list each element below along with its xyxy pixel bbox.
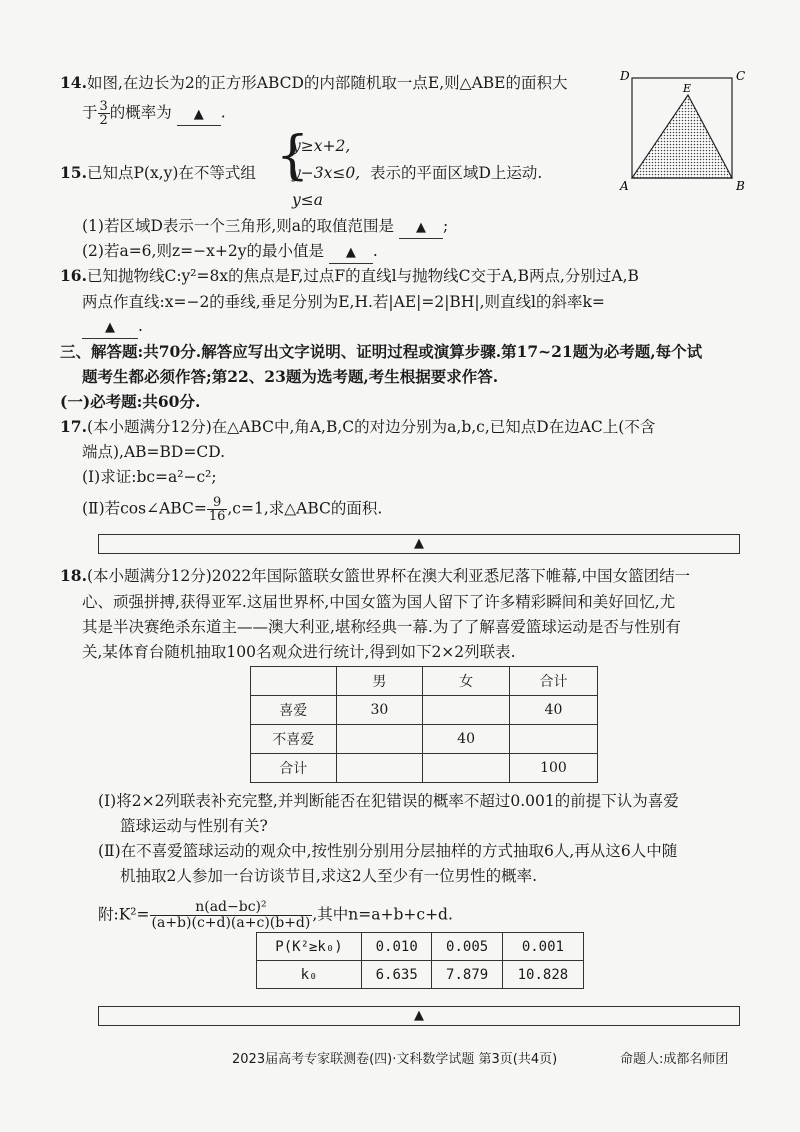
q17-part1: (Ⅰ)求证:bc=a²−c²;	[82, 468, 217, 486]
table-cell: 7.879	[432, 961, 502, 989]
footer-author: 命题人:成都名师团	[620, 1052, 729, 1067]
section3-sub: (一)必考题:共60分.	[60, 392, 201, 411]
q18-line4: 关,某体育台随机抽取100名观众进行统计,得到如下2×2列联表.	[82, 643, 516, 661]
table-cell: 喜爱	[251, 696, 337, 725]
table-cell: 6.635	[362, 961, 432, 989]
table-cell: 30	[336, 696, 423, 725]
table-cell: 10.828	[502, 961, 583, 989]
label-b: B	[736, 179, 745, 193]
q15-tail: 表示的平面区域D上运动.	[370, 164, 543, 182]
table-cell: k₀	[257, 961, 362, 989]
table-cell: 合计	[509, 667, 597, 696]
table-row	[257, 933, 584, 961]
table-row	[251, 754, 598, 783]
q18-line1: 18.(本小题满分12分)2022年国际篮联女篮世界杯在澳大利亚悉尼落下帷幕,中国女篮团结一	[60, 566, 691, 585]
table-row	[257, 961, 584, 989]
table-cell: 40	[509, 696, 597, 725]
q17-fraction: $\frac{9}{16}$	[208, 495, 226, 524]
table-cell	[251, 667, 337, 696]
q14-fraction: $\frac{3}{2}$	[99, 99, 108, 128]
q18-answer-box[interactable]	[98, 1006, 740, 1026]
q18-part2a: (Ⅱ)在不喜爱篮球运动的观众中,按性别分别用分层抽样的方式抽取6人,再从这6人中随	[98, 842, 678, 860]
table-cell: P(K²≥k₀)	[257, 933, 362, 961]
table-cell: 0.001	[502, 933, 583, 961]
q16-line1: 16.已知抛物线C:y²=8x的焦点是F,过点F的直线l与抛物线C交于A,B两点,分别过A,B	[60, 266, 639, 285]
k2-fraction: $\frac{\text{n(ad−bc)²}}{(a+b)(c+d)(a+c)(b+d)}$	[151, 899, 311, 931]
table-row	[251, 696, 598, 725]
label-e: E	[683, 82, 692, 95]
brace: {	[276, 126, 310, 186]
table-cell: 40	[423, 725, 510, 754]
table-cell: 合计	[251, 754, 337, 783]
table-cell: 男	[336, 667, 423, 696]
triangle-abe	[632, 95, 732, 178]
answer-mark-icon: ▲	[414, 1008, 424, 1023]
q18-formula: 附:K²= $\frac{\text{n(ad−bc)²}}{(a+b)(c+d)(a+c)(b+d)}$ ,其中n=a+b+c+d.	[98, 899, 453, 931]
table-cell	[336, 725, 423, 754]
square-figure	[612, 68, 748, 194]
q18-line3: 其是半决赛绝杀东道主——澳大利亚,堪称经典一幕.为了了解喜爱篮球运动是否与性别有	[82, 618, 681, 636]
section3-heading-cont: 题考生都必须作答;第22、23题为选考题,考生根据要求作答.	[82, 367, 499, 386]
critical-value-table	[256, 932, 584, 989]
answer-mark-icon: ▲	[193, 106, 204, 122]
q15-lead: 15.已知点P(x,y)在不等式组	[60, 163, 256, 182]
table-cell: 女	[423, 667, 510, 696]
q16-line3: ▲ .	[82, 316, 143, 339]
q14-line2: 于 $\frac{3}{2}$ 的概率为 ▲ .	[82, 99, 226, 128]
table-cell	[336, 754, 423, 783]
section3-heading: 三、解答题:共70分.解答应写出文字说明、证明过程或演算步骤.第17~21题为必考题,每个试	[60, 342, 703, 361]
q16-line2: 两点作直线:x=−2的垂线,垂足分别为E,H.若|AE|=2|BH|,则直线l的斜率k=	[82, 293, 605, 311]
q18-part1a: (Ⅰ)将2×2列联表补充完整,并判断能否在犯错误的概率不超过0.001的前提下认为喜爱	[98, 792, 679, 810]
table-cell	[509, 725, 597, 754]
label-d: D	[620, 69, 630, 83]
table-row	[251, 725, 598, 754]
q18-line2: 心、顽强拼搏,获得亚军.这届世界杯,中国女篮为国人留下了许多精彩瞬间和美好回忆,尤	[82, 593, 676, 611]
table-cell: 0.010	[362, 933, 432, 961]
answer-mark-icon: ▲	[416, 220, 426, 235]
table-cell	[423, 754, 510, 783]
q15-cond2: y−3x≤0,	[292, 164, 361, 182]
q15-cond3: y≤a	[292, 191, 323, 209]
q15-sub1: (1)若区域D表示一个三角形,则a的取值范围是 ▲ ;	[82, 216, 448, 239]
table-cell: 不喜爱	[251, 725, 337, 754]
q15-cond1: y≥x+2,	[292, 137, 351, 155]
q17-part2: (Ⅱ)若cos∠ABC= $\frac{9}{16}$ ,c=1,求△ABC的面积.	[82, 495, 383, 524]
contingency-table	[250, 666, 598, 783]
label-c: C	[736, 69, 746, 83]
table-row	[251, 667, 598, 696]
label-a: A	[620, 179, 629, 193]
q17-line2: 端点),AB=BD=CD.	[82, 443, 226, 461]
q15-sub2: (2)若a=6,则z=−x+2y的最小值是 ▲ .	[82, 241, 378, 264]
q14-line1: 14.如图,在边长为2的正方形ABCD的内部随机取一点E,则△ABE的面积大	[60, 73, 568, 92]
q18-part1b: 篮球运动与性别有关?	[120, 817, 268, 835]
table-cell	[423, 696, 510, 725]
q17-answer-box[interactable]	[98, 534, 740, 554]
q17-line1: 17.(本小题满分12分)在△ABC中,角A,B,C的对边分别为a,b,c,已知点D在边AC上(不含	[60, 417, 656, 436]
answer-mark-icon: ▲	[345, 245, 356, 260]
answer-mark-icon: ▲	[414, 536, 424, 551]
table-cell: 0.005	[432, 933, 502, 961]
answer-mark-icon: ▲	[105, 320, 115, 335]
q18-part2b: 机抽取2人参加一台访谈节目,求这2人至少有一位男性的概率.	[120, 867, 538, 885]
footer-page-info: 2023届高考专家联测卷(四)·文科数学试题 第3页(共4页)	[232, 1052, 558, 1067]
table-cell: 100	[509, 754, 597, 783]
